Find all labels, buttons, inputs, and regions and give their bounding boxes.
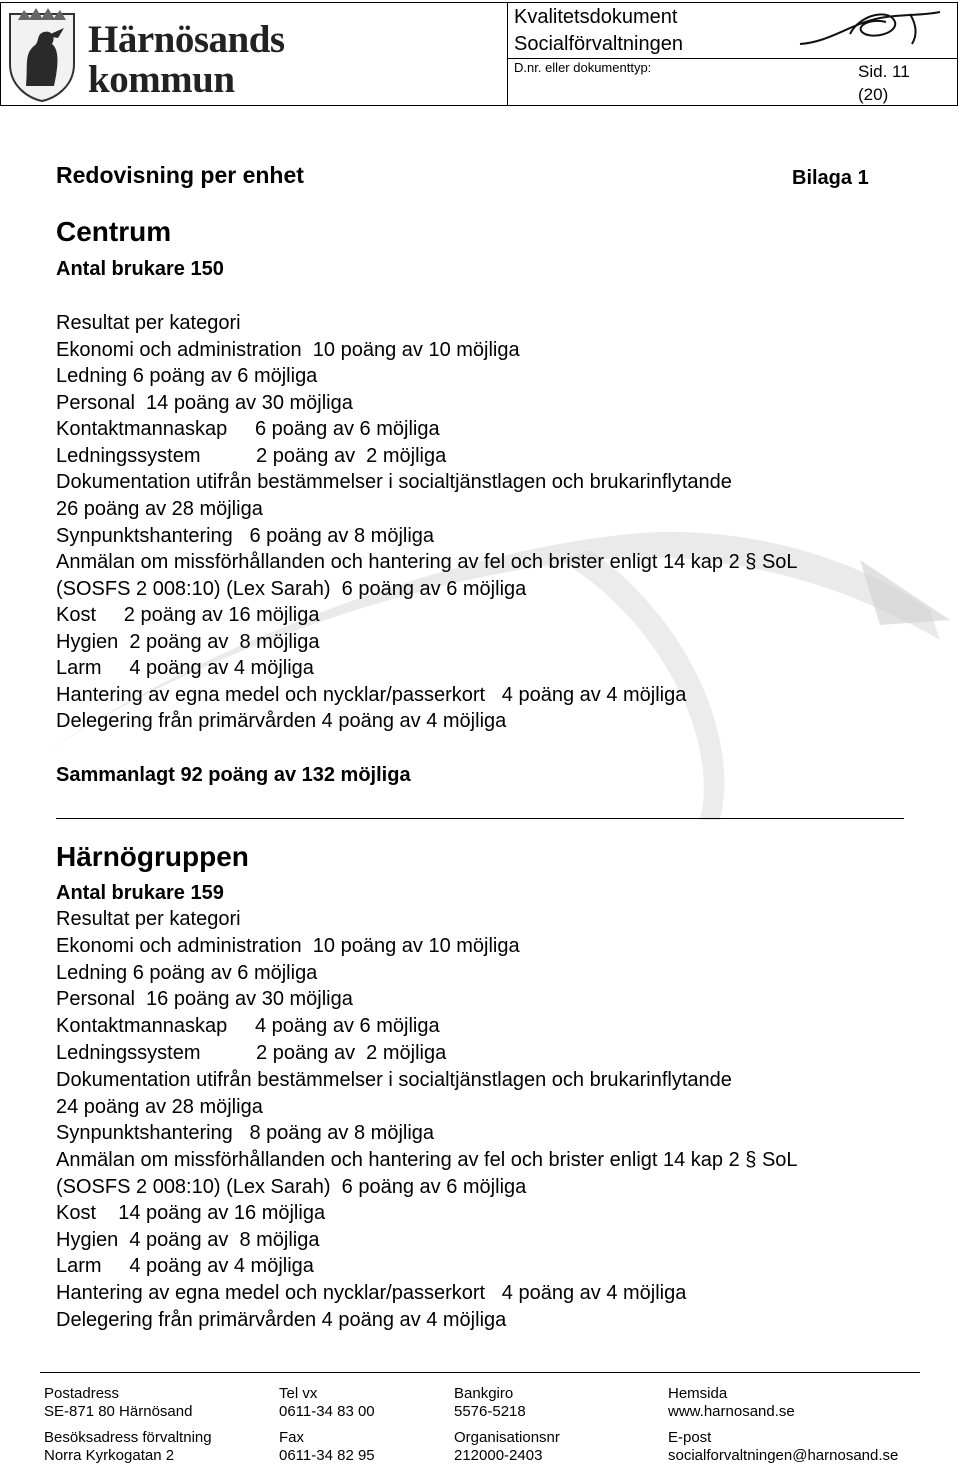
result-line: Anmälan om missförhållanden och hantering av fel och brister enligt 14 kap 2 § SoL [56,551,798,573]
footer-bankgiro-label: Bankgiro [454,1385,514,1402]
footer-fax-value: 0611-34 82 95 [279,1447,375,1464]
footer-bankgiro-value: 5576-5218 [454,1403,526,1420]
footer-web-label: Hemsida [668,1385,728,1402]
footer-postal-label: Postadress [44,1385,120,1402]
header-divider-vertical [507,2,508,106]
results-heading: Resultat per kategori [56,908,241,930]
result-line: Kontaktmannaskap 6 poäng av 6 möjliga [56,418,440,440]
result-line: Anmälan om missförhållanden och hantering av fel och brister enligt 14 kap 2 § SoL [56,1149,798,1171]
result-line: Ekonomi och administration 10 poäng av 10 möjliga [56,935,520,957]
result-line: Delegering från primärvården 4 poäng av 4 möjliga [56,710,507,732]
result-line: Hantering av egna medel och nycklar/passerkort 4 poäng av 4 möjliga [56,684,687,706]
unit-title: Härnögruppen [56,841,249,872]
result-line: (SOSFS 2 008:10) (Lex Sarah) 6 poäng av 6 möjliga [56,578,527,600]
footer-email-label: E-post [668,1429,712,1446]
result-line: Synpunktshantering 8 poäng av 8 möjliga [56,1122,435,1144]
header-divider-horizontal [507,58,958,59]
results-heading: Resultat per kategori [56,312,241,334]
department-name: Socialförvaltningen [514,33,683,55]
document-number-label: D.nr. eller dokumenttyp: [514,60,652,75]
result-line: Dokumentation utifrån bestämmelser i socialtjänstlagen och brukarinflytande [56,471,732,493]
page-label: Sid. 11 [858,62,910,81]
result-line: Dokumentation utifrån bestämmelser i socialtjänstlagen och brukarinflytande [56,1069,732,1091]
result-line: Larm 4 poäng av 4 möjliga [56,1255,314,1277]
footer-fax-label: Fax [279,1429,305,1446]
footer-visit-value: Norra Kyrkogatan 2 [44,1447,175,1464]
unit-clients: Antal brukare 159 [56,882,224,904]
result-line: Ledningssystem 2 poäng av 2 möjliga [56,445,447,467]
result-line: Hantering av egna medel och nycklar/passerkort 4 poäng av 4 möjliga [56,1282,687,1304]
logo-text-line2: kommun [88,58,235,101]
result-line: Ekonomi och administration 10 poäng av 10 möjliga [56,339,520,361]
result-line: Ledning 6 poäng av 6 möjliga [56,962,318,984]
result-line: Ledningssystem 2 poäng av 2 möjliga [56,1042,447,1064]
footer-postal-value: SE-871 80 Härnösand [44,1403,193,1420]
result-line: Delegering från primärvården 4 poäng av 4 möjliga [56,1309,507,1331]
result-line: Larm 4 poäng av 4 möjliga [56,657,314,679]
page-number [858,60,910,106]
unit-title: Centrum [56,216,172,247]
footer-phone-value: 0611-34 83 00 [279,1403,375,1420]
footer-phone-label: Tel vx [279,1385,318,1402]
signature-icon [790,4,950,56]
result-line: 26 poäng av 28 möjliga [56,498,263,520]
result-line: (SOSFS 2 008:10) (Lex Sarah) 6 poäng av 6 möjliga [56,1176,527,1198]
section-separator [56,818,904,819]
footer-email-value[interactable]: socialforvaltningen@harnosand.se [668,1447,899,1464]
coat-of-arms-icon [6,6,78,102]
document-type: Kvalitetsdokument [514,6,678,28]
result-line: 24 poäng av 28 möjliga [56,1096,263,1118]
footer-org-value: 212000-2403 [454,1447,543,1464]
result-line: Kost 2 poäng av 16 möjliga [56,604,320,626]
result-line: Hygien 2 poäng av 8 möjliga [56,631,320,653]
unit-clients: Antal brukare 150 [56,258,224,280]
footer-visit-label: Besöksadress förvaltning [44,1429,212,1446]
report-title: Redovisning per enhet [56,162,304,188]
result-line: Synpunktshantering 6 poäng av 8 möjliga [56,525,435,547]
municipality-logo [0,2,300,106]
result-line: Ledning 6 poäng av 6 möjliga [56,365,318,387]
result-line: Personal 16 poäng av 30 möjliga [56,988,353,1010]
footer-web-value[interactable]: www.harnosand.se [668,1403,795,1420]
attachment-label: Bilaga 1 [792,167,869,189]
result-line: Kost 14 poäng av 16 möjliga [56,1202,326,1224]
result-line: Personal 14 poäng av 30 möjliga [56,392,353,414]
result-line: Kontaktmannaskap 4 poäng av 6 möjliga [56,1015,440,1037]
page-total: (20) [858,85,889,104]
footer-org-label: Organisationsnr [454,1429,560,1446]
result-line: Hygien 4 poäng av 8 möjliga [56,1229,320,1251]
unit-total: Sammanlagt 92 poäng av 132 möjliga [56,764,411,786]
logo-text-line1: Härnösands [88,18,285,61]
footer-rule [40,1372,920,1373]
